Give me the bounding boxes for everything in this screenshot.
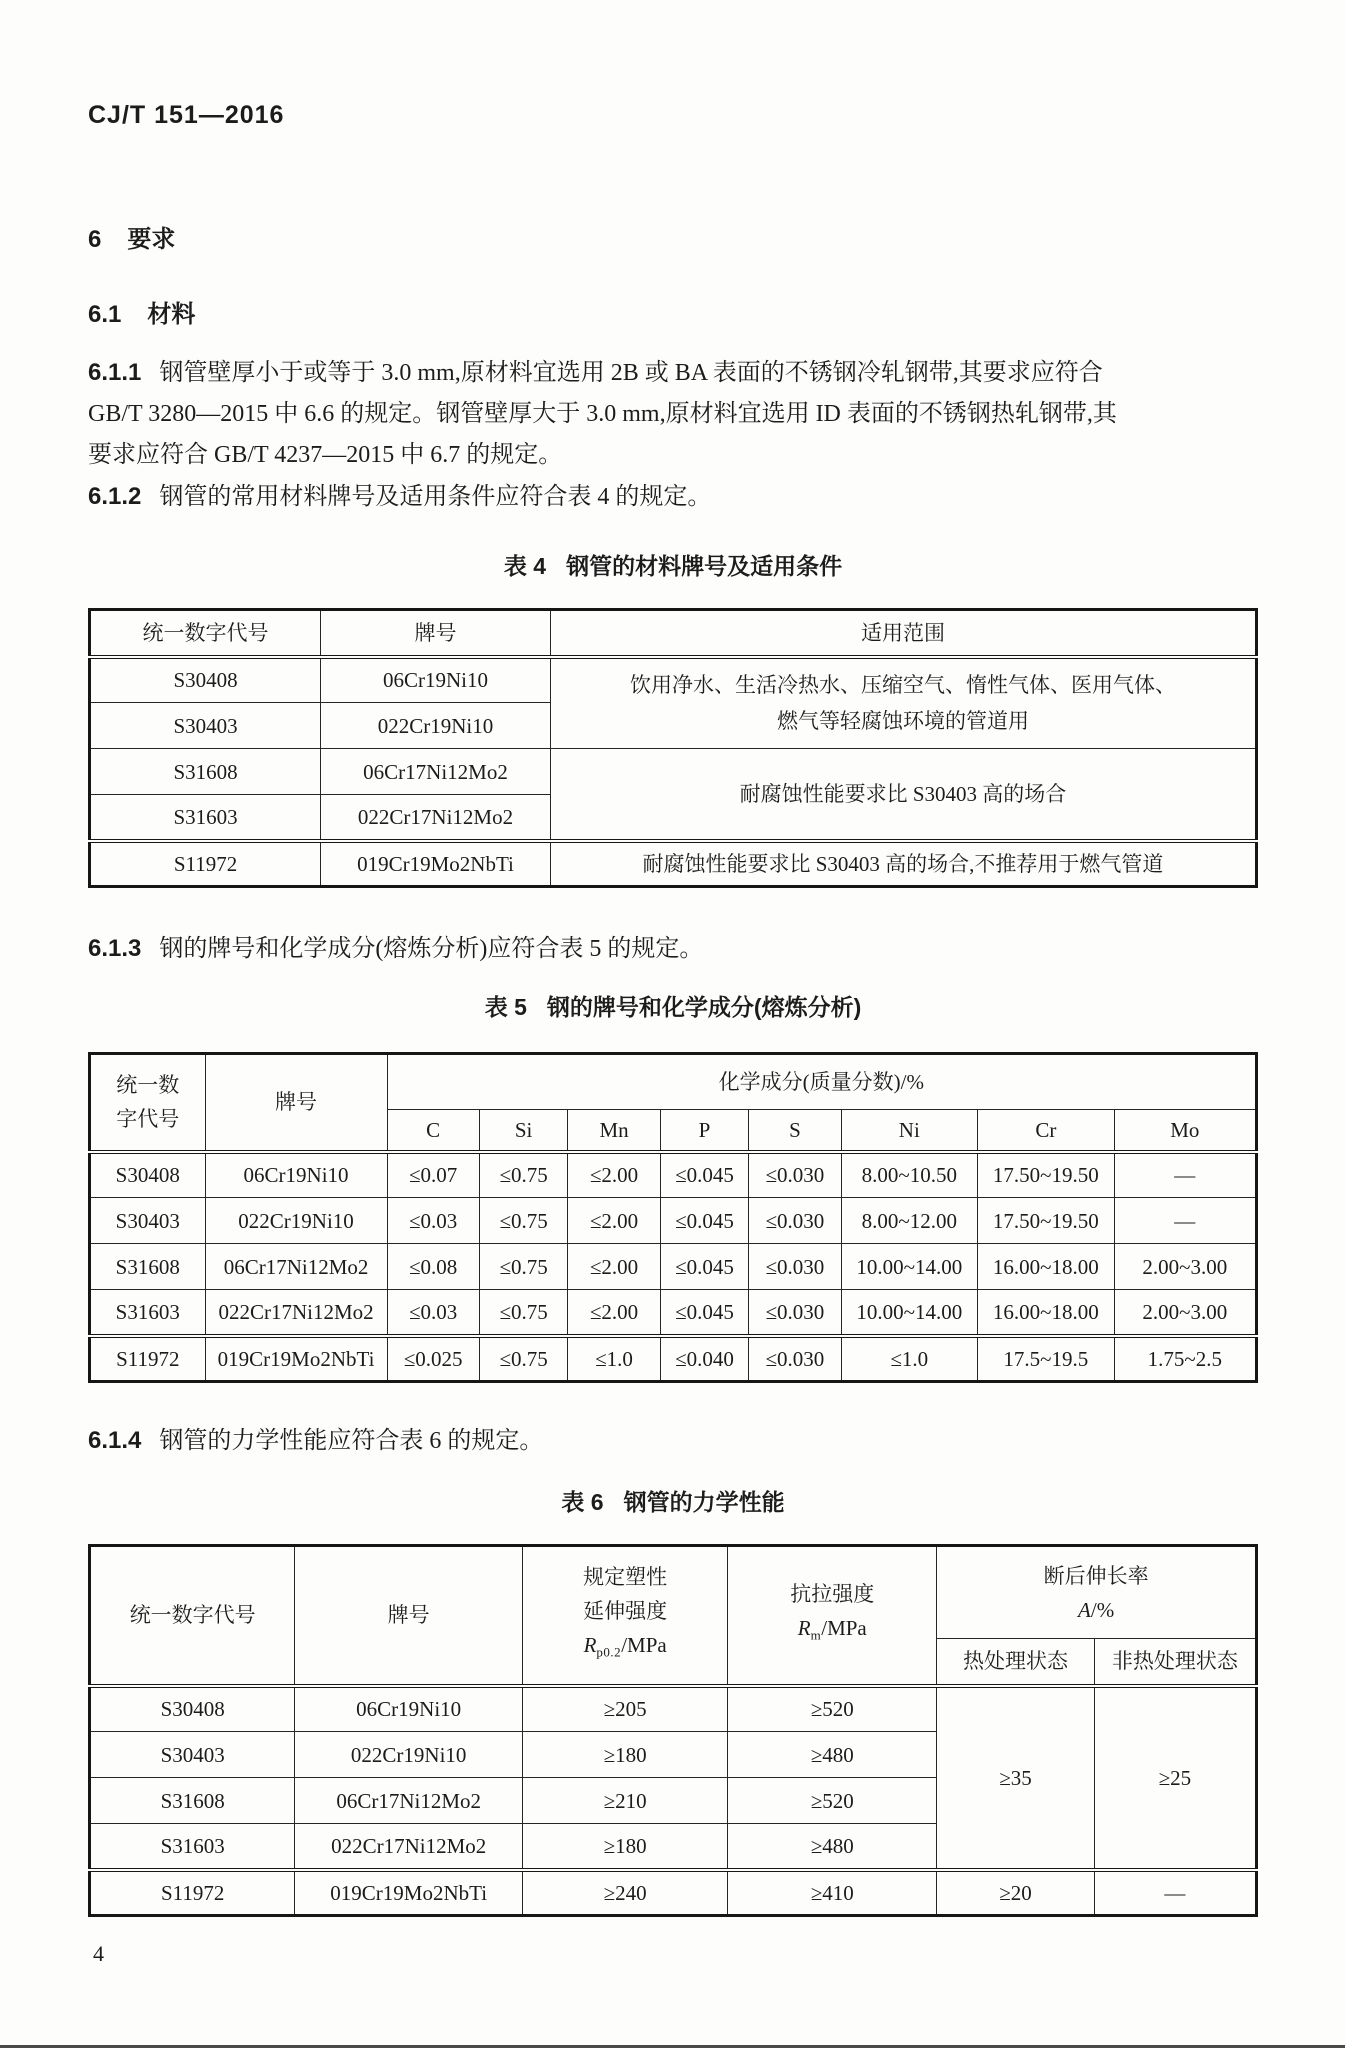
- cell-Si: ≤0.75: [479, 1198, 568, 1244]
- cell-proof-strength: ≥180: [522, 1824, 727, 1870]
- page-number: 4: [93, 1941, 104, 1966]
- table-5-chemical-composition: [88, 1052, 1258, 1383]
- symbol-unit: /MPa: [621, 1633, 667, 1658]
- symbol-unit: /MPa: [821, 1616, 867, 1641]
- element-Mo: Mo: [1114, 1110, 1256, 1152]
- header-code-line1: 统一数: [116, 1073, 180, 1098]
- cell-grade: 06Cr17Ni12Mo2: [205, 1244, 387, 1290]
- table6-header-row-1: [90, 1546, 1257, 1639]
- table5-row-4: [90, 1290, 1257, 1336]
- table5-row-3: [90, 1244, 1257, 1290]
- table6-caption-title: 钢管的力学性能: [623, 1489, 785, 1515]
- symbol-base: R: [583, 1633, 597, 1658]
- cell-grade: 019Cr19Mo2NbTi: [321, 841, 551, 887]
- table4-header-scope: 适用范围: [550, 610, 1256, 657]
- cell-Ni: ≤1.0: [841, 1336, 978, 1382]
- table6-header-elongation: [937, 1546, 1257, 1639]
- table4-row-1: [90, 657, 1257, 703]
- table4-header-row: [90, 610, 1257, 657]
- cell-code: S30403: [90, 703, 321, 749]
- section-6-number: 6: [88, 226, 102, 253]
- symbol-subscript: p0.2: [596, 1645, 622, 1661]
- table5-caption: [88, 995, 1258, 1019]
- clause-614: [88, 1420, 1258, 1462]
- cell-S: ≤0.030: [749, 1152, 841, 1198]
- cell-C: ≤0.07: [387, 1152, 479, 1198]
- cell-code: S31603: [90, 795, 321, 841]
- cell-proof-strength: ≥240: [522, 1870, 727, 1916]
- cell-scope-merged-b: 耐腐蚀性能要求比 S30403 高的场合: [550, 749, 1256, 841]
- element-Si: Si: [479, 1110, 568, 1152]
- proof-strength-line1: 规定塑性: [583, 1565, 668, 1590]
- clause-613-number: 6.1.3: [88, 935, 142, 962]
- table4-caption: [88, 554, 1258, 578]
- cell-S: ≤0.030: [749, 1198, 841, 1244]
- cell-tensile-strength: ≥410: [728, 1870, 937, 1916]
- table6-caption-label: 表 6: [561, 1489, 604, 1515]
- cell-grade: 019Cr19Mo2NbTi: [295, 1870, 523, 1916]
- cell-scope: 耐腐蚀性能要求比 S30403 高的场合,不推荐用于燃气管道: [550, 841, 1256, 887]
- elongation-line1: 断后伸长率: [1043, 1563, 1149, 1588]
- cell-grade: 022Cr19Ni10: [321, 703, 551, 749]
- cell-Cr: 16.00~18.00: [978, 1244, 1115, 1290]
- table5-caption-title: 钢的牌号和化学成分(熔炼分析): [546, 994, 862, 1020]
- clause-612-text: 钢管的常用材料牌号及适用条件应符合表 4 的规定。: [159, 484, 712, 510]
- cell-code: S31608: [90, 1244, 206, 1290]
- element-C: C: [387, 1110, 479, 1152]
- clause-614-number: 6.1.4: [88, 1427, 142, 1454]
- cell-Mn: ≤1.0: [568, 1336, 660, 1382]
- symbol-subscript: m: [810, 1628, 822, 1644]
- cell-code: S31608: [90, 1778, 295, 1824]
- cell-tensile-strength: ≥480: [728, 1732, 937, 1778]
- element-Ni: Ni: [841, 1110, 978, 1152]
- cell-code: S30403: [90, 1732, 295, 1778]
- cell-S: ≤0.030: [749, 1290, 841, 1336]
- cell-C: ≤0.08: [387, 1244, 479, 1290]
- element-P: P: [660, 1110, 749, 1152]
- cell-grade: 06Cr17Ni12Mo2: [321, 749, 551, 795]
- cell-C: ≤0.03: [387, 1198, 479, 1244]
- cell-P: ≤0.045: [660, 1244, 749, 1290]
- tensile-strength-line1: 抗拉强度: [790, 1582, 875, 1607]
- cell-code: S31608: [90, 749, 321, 795]
- table5-header-grade: 牌号: [205, 1054, 387, 1152]
- table5-row-2: [90, 1198, 1257, 1244]
- clause-612: [88, 476, 1258, 518]
- cell-tensile-strength: ≥480: [728, 1824, 937, 1870]
- table4-header-grade: 牌号: [321, 610, 551, 657]
- cell-grade: 06Cr17Ni12Mo2: [295, 1778, 523, 1824]
- cell-code: S30408: [90, 1686, 295, 1732]
- cell-code: S11972: [90, 1336, 206, 1382]
- symbol-unit: /%: [1090, 1597, 1115, 1622]
- cell-Mo: —: [1114, 1152, 1256, 1198]
- cell-scope-merged-a: [550, 657, 1256, 749]
- cell-P: ≤0.045: [660, 1290, 749, 1336]
- tensile-strength-symbol: [732, 1611, 932, 1653]
- section-61-heading: [88, 300, 1258, 330]
- symbol-base: A: [1078, 1597, 1091, 1622]
- table6-row-5: [90, 1870, 1257, 1916]
- table6-header-proof-strength: [522, 1546, 727, 1686]
- cell-tensile-strength: ≥520: [728, 1778, 937, 1824]
- cell-Ni: 10.00~14.00: [841, 1290, 978, 1336]
- table6-header-tensile-strength: [728, 1546, 937, 1686]
- table6-row-1: [90, 1686, 1257, 1732]
- table4-row-5: [90, 841, 1257, 887]
- cell-heat-merged: ≥35: [937, 1686, 1095, 1870]
- table6-header-heat-treated: 热处理状态: [937, 1639, 1095, 1686]
- clause-611-line2: GB/T 3280—2015 中 6.6 的规定。钢管壁厚大于 3.0 mm,原材料宜选用 ID 表面的不锈钢热轧钢带,其: [88, 401, 1117, 427]
- clause-611-number: 6.1.1: [88, 359, 142, 386]
- cell-Ni: 10.00~14.00: [841, 1244, 978, 1290]
- cell-Ni: 8.00~12.00: [841, 1198, 978, 1244]
- cell-grade: 06Cr19Ni10: [205, 1152, 387, 1198]
- cell-Si: ≤0.75: [479, 1152, 568, 1198]
- symbol-base: R: [797, 1616, 811, 1641]
- table5-row-1: [90, 1152, 1257, 1198]
- cell-Mo: 1.75~2.5: [1114, 1336, 1256, 1382]
- cell-C: ≤0.025: [387, 1336, 479, 1382]
- cell-grade: 022Cr19Ni10: [205, 1198, 387, 1244]
- cell-heat: ≥20: [937, 1870, 1095, 1916]
- clause-611-line3: 要求应符合 GB/T 4237—2015 中 6.7 的规定。: [88, 442, 563, 468]
- table-4-material-grades: [88, 608, 1258, 888]
- cell-grade: 022Cr17Ni12Mo2: [205, 1290, 387, 1336]
- elongation-symbol: [941, 1593, 1251, 1627]
- element-Cr: Cr: [978, 1110, 1115, 1152]
- section-6-heading: [88, 225, 1258, 255]
- cell-code: S11972: [90, 841, 321, 887]
- cell-grade: 022Cr17Ni12Mo2: [321, 795, 551, 841]
- table6-header-non-heat-treated: 非热处理状态: [1094, 1639, 1256, 1686]
- cell-code: S30408: [90, 657, 321, 703]
- table5-header-row-1: [90, 1054, 1257, 1110]
- table4-caption-title: 钢管的材料牌号及适用条件: [566, 553, 843, 579]
- table5-row-5: [90, 1336, 1257, 1382]
- table4-row-3: [90, 749, 1257, 795]
- cell-Cr: 16.00~18.00: [978, 1290, 1115, 1336]
- cell-Si: ≤0.75: [479, 1244, 568, 1290]
- element-S: S: [749, 1110, 841, 1152]
- section-61-number: 6.1: [88, 301, 122, 328]
- cell-proof-strength: ≥210: [522, 1778, 727, 1824]
- scope-a-line2: 燃气等轻腐蚀环境的管道用: [776, 709, 1029, 734]
- clause-611-text1: 钢管壁厚小于或等于 3.0 mm,原材料宜选用 2B 或 BA 表面的不锈钢冷轧钢带,其要求应符合: [159, 360, 1103, 386]
- clause-611-line1: [88, 352, 1258, 394]
- proof-strength-line2: 延伸强度: [583, 1599, 668, 1624]
- table5-caption-label: 表 5: [484, 994, 527, 1020]
- table6-header-grade: 牌号: [295, 1546, 523, 1686]
- cell-code: S30403: [90, 1198, 206, 1244]
- clause-613-text: 钢的牌号和化学成分(熔炼分析)应符合表 5 的规定。: [159, 936, 704, 962]
- cell-Cr: 17.5~19.5: [978, 1336, 1115, 1382]
- cell-Mn: ≤2.00: [568, 1290, 660, 1336]
- cell-grade: 06Cr19Ni10: [295, 1686, 523, 1732]
- cell-code: S30408: [90, 1152, 206, 1198]
- table4-header-code: 统一数字代号: [90, 610, 321, 657]
- section-6-title: 要求: [127, 226, 176, 253]
- table6-caption: [88, 1490, 1258, 1514]
- cell-Ni: 8.00~10.50: [841, 1152, 978, 1198]
- proof-strength-symbol: [527, 1628, 723, 1670]
- cell-proof-strength: ≥180: [522, 1732, 727, 1778]
- table-6-mechanical-properties: [88, 1544, 1258, 1917]
- cell-nonheat-merged: ≥25: [1094, 1686, 1256, 1870]
- table4-caption-label: 表 4: [503, 553, 547, 579]
- cell-P: ≤0.040: [660, 1336, 749, 1382]
- cell-S: ≤0.030: [749, 1244, 841, 1290]
- element-Mn: Mn: [568, 1110, 660, 1152]
- cell-grade: 022Cr19Ni10: [295, 1732, 523, 1778]
- cell-Mo: 2.00~3.00: [1114, 1290, 1256, 1336]
- cell-Cr: 17.50~19.50: [978, 1152, 1115, 1198]
- cell-tensile-strength: ≥520: [728, 1686, 937, 1732]
- clause-613: [88, 928, 1258, 970]
- cell-Mo: —: [1114, 1198, 1256, 1244]
- cell-Mn: ≤2.00: [568, 1198, 660, 1244]
- cell-grade: 06Cr19Ni10: [321, 657, 551, 703]
- table6-header-code: 统一数字代号: [90, 1546, 295, 1686]
- cell-C: ≤0.03: [387, 1290, 479, 1336]
- doc-code: CJ/T 151—2016: [88, 101, 285, 129]
- clause-614-text: 钢管的力学性能应符合表 6 的规定。: [159, 1428, 544, 1454]
- scope-a-line1: 饮用净水、生活冷热水、压缩空气、惰性气体、医用气体、: [629, 673, 1176, 698]
- cell-P: ≤0.045: [660, 1152, 749, 1198]
- cell-P: ≤0.045: [660, 1198, 749, 1244]
- cell-grade: 022Cr17Ni12Mo2: [295, 1824, 523, 1870]
- cell-Cr: 17.50~19.50: [978, 1198, 1115, 1244]
- cell-Si: ≤0.75: [479, 1290, 568, 1336]
- table5-header-code: [90, 1054, 206, 1152]
- cell-Mo: 2.00~3.00: [1114, 1244, 1256, 1290]
- cell-S: ≤0.030: [749, 1336, 841, 1382]
- cell-proof-strength: ≥205: [522, 1686, 727, 1732]
- cell-code: S31603: [90, 1290, 206, 1336]
- clause-612-number: 6.1.2: [88, 483, 142, 510]
- cell-Mn: ≤2.00: [568, 1244, 660, 1290]
- section-61-title: 材料: [147, 301, 196, 328]
- cell-Mn: ≤2.00: [568, 1152, 660, 1198]
- header-code-line2: 字代号: [116, 1107, 180, 1132]
- cell-code: S31603: [90, 1824, 295, 1870]
- cell-code: S11972: [90, 1870, 295, 1916]
- cell-grade: 019Cr19Mo2NbTi: [205, 1336, 387, 1382]
- table5-header-chem: 化学成分(质量分数)/%: [387, 1054, 1256, 1110]
- clause-611-612-block: [88, 352, 1258, 518]
- cell-Si: ≤0.75: [479, 1336, 568, 1382]
- cell-nonheat: —: [1094, 1870, 1256, 1916]
